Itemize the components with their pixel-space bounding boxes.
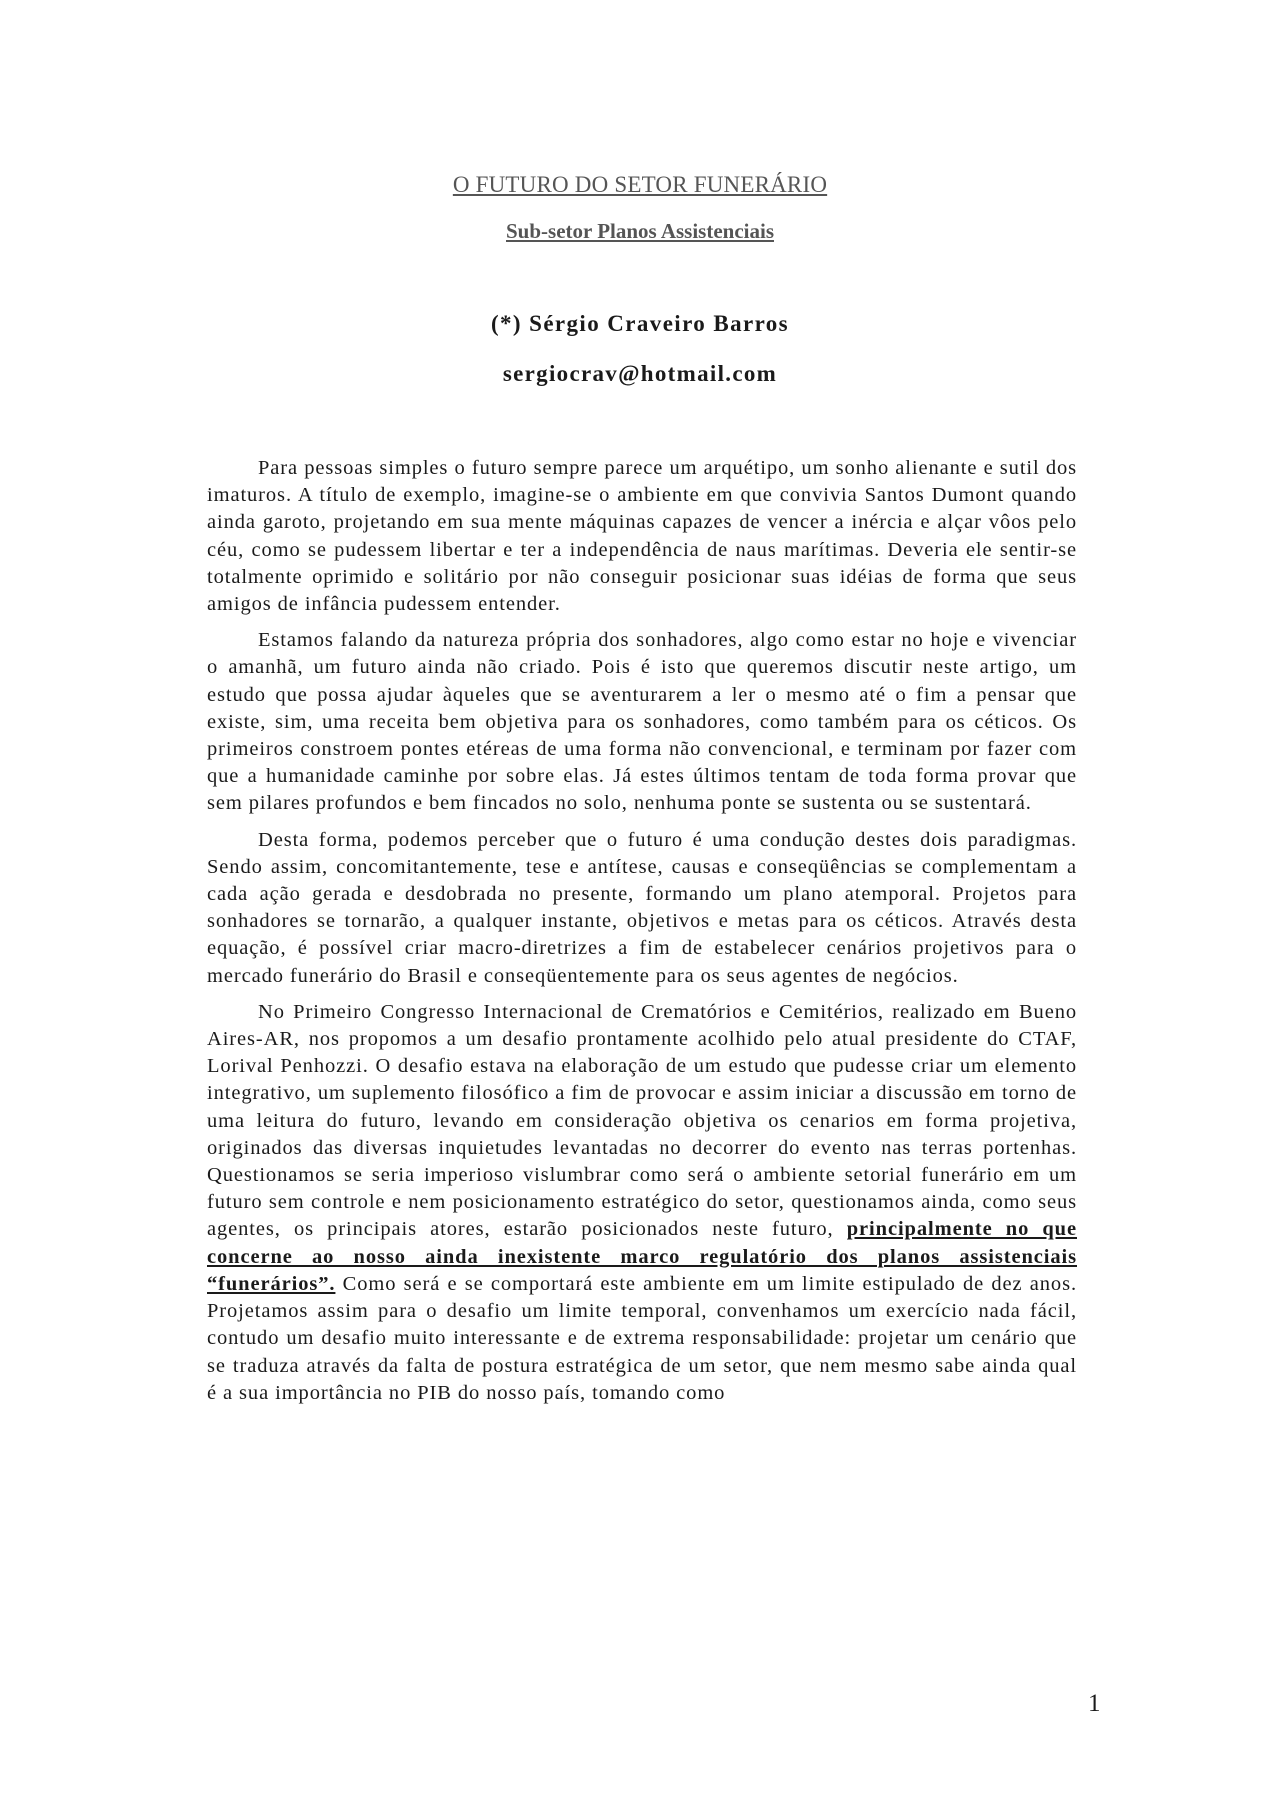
paragraph-4-emphasis: principalmente no que concerne ao nosso ainda inexistente marco regulatório dos planos assistenciais “funerários”. bbox=[207, 1218, 1077, 1295]
paragraph-1: Para pessoas simples o futuro sempre parece um arquétipo, um sonho alienante e sutil dos imaturos. A título de exemplo, imagine-se o ambiente em que convivia Santos Dumont quando ainda garoto, projetando em sua mente máquinas capazes de vencer a inércia e alçar vôos pelo céu, como se pudessem libertar e ter a independência de naus marítimas. Deveria ele sentir-se totalmente oprimido e solitário por não conseguir posicionar suas idéias de forma que seus amigos de infância pudessem entender. bbox=[207, 457, 1077, 616]
author-name: (*) Sérgio Craveiro Barros bbox=[490, 311, 790, 336]
page-number: 1 bbox=[1088, 1690, 1101, 1717]
author-email: sergiocrav@hotmail.com bbox=[502, 361, 778, 386]
document-subtitle: Sub-setor Planos Assistenciais bbox=[506, 219, 774, 243]
paragraph-4-start: No Primeiro Congresso Internacional de Crematórios e Cemitérios, realizado em Bueno Aires-AR, nos propomos a um desafio prontamente acolhido pelo atual presidente do CTAF, Lorival Penhozzi. O desafio estava na elaboração de um estudo que pudesse criar um elemento integrativo, um suplemento filosófico a fim de provocar e assim iniciar a discussão em torno de uma leitura do futuro, levando em consideração objetiva os cenarios em forma projetiva, originados das diversas inquietudes levantadas no decorrer do evento nas terras portenhas. Questionamos se seria imperioso vislumbrar como será o ambiente setorial funerário em um futuro sem controle e nem posicionamento estratégico do setor, questionamos ainda, como seus agentes, os principais atores, estarão posicionados neste futuro, bbox=[207, 1000, 1077, 1241]
paragraph-3: Desta forma, podemos perceber que o futuro é uma condução destes dois paradigmas. Sendo assim, concomitantemente, tese e antítese, causas e conseqüências se complementam a cada ação gerada e desdobrada no presente, formando um plano atemporal. Projetos para sonhadores se tornarão, a qualquer instante, objetivos e metas para os céticos. Através desta equação, é possível criar macro-diretrizes a fim de estabelecer cenários projetivos para o mercado funerário do Brasil e conseqüentemente para os seus agentes de negócios. bbox=[207, 828, 1077, 987]
paragraph-4 bbox=[207, 999, 1077, 1407]
document-title: O FUTURO DO SETOR FUNERÁRIO bbox=[452, 172, 828, 197]
paragraph-2: Estamos falando da natureza própria dos sonhadores, algo como estar no hoje e vivenciar o amanhã, um futuro ainda não criado. Pois é isto que queremos discutir neste artigo, um estudo que possa ajudar àqueles que se aventurarem a ler o mesmo até o fim a pensar que existe, sim, uma receita bem objetiva para os sonhadores, como também para os céticos. Os primeiros constroem pontes etéreas de uma forma não convencional, e terminam por fazer com que a humanidade caminhe por sobre elas. Já estes últimos tentam de toda forma provar que sem pilares profundos e bem fincados no solo, nenhuma ponte se sustenta ou se sustentará. bbox=[207, 629, 1077, 815]
paragraph-4-end: Como será e se comportará este ambiente em um limite estipulado de dez anos. Projetamos assim para o desafio um limite temporal, convenhamos um exercício nada fácil, contudo um desafio muito interessante e de extrema responsabilidade: projetar um cenário que se traduza através da falta de postura estratégica de um setor, que nem mesmo sabe ainda qual é a sua importância no PIB do nosso país, tomando como bbox=[207, 1272, 1077, 1404]
article-body bbox=[207, 455, 1077, 1416]
